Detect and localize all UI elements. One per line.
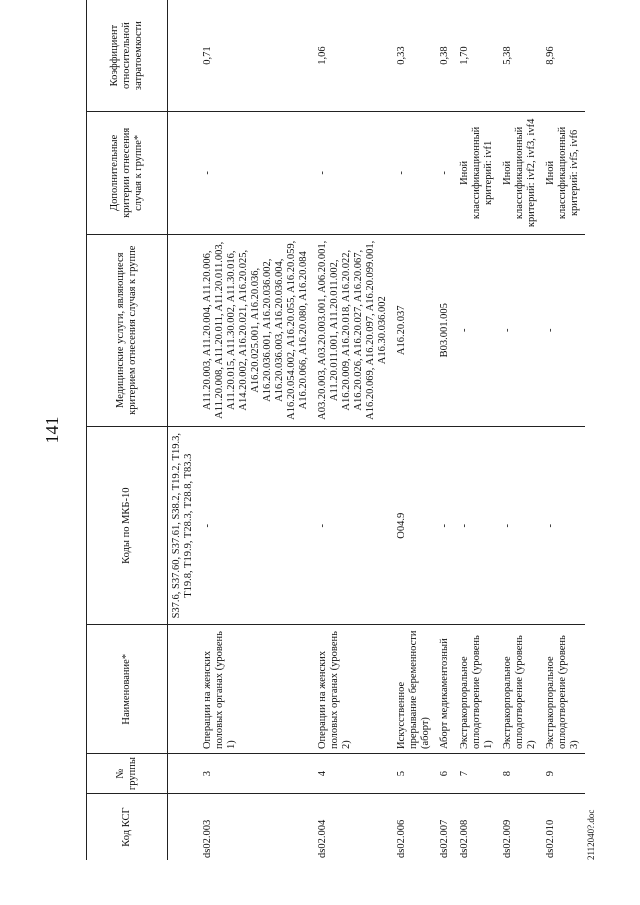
cell-services [168, 234, 200, 426]
cell-group-number [168, 754, 200, 794]
header-mkb-codes: Коды по МКБ-10 [87, 426, 168, 625]
cell-name: Экстракорпоральное оплодотворение (уровень 3) [542, 625, 585, 754]
page-number: 141 [42, 416, 62, 444]
header-additional-criteria: Дополнительные критерии отнесения случая к группе* [87, 112, 168, 234]
cell-mkb-codes: S37.6, S37.60, S37.61, S38.2, T19.2, T19.3, T19.8, T19.9, T28.3, T28.8, T83.3 [168, 426, 200, 625]
cell-additional-criteria: Иной классификационный критерий: ivf1 [456, 112, 499, 234]
cell-group-number: 5 [393, 754, 436, 794]
cell-mkb-codes: - [542, 426, 585, 625]
cell-mkb-codes: - [499, 426, 542, 625]
cell-services: A16.20.037 [393, 234, 436, 426]
table-row [393, 0, 436, 860]
footer-filename: 2112040?.doc [586, 809, 596, 860]
cell-coefficient: 8,96 [542, 0, 585, 112]
cell-services: A11.20.003, A11.20.004, A11.20.006, A11.20.008, A11.20.011, A11.20.011.003, A11.20.015, A11.30.002, A11.30.016, A14.20.002, A16.20.021, A16.20.025, A16.20.025.001, A16.20.036, A16.20.036.001, A16.20.036.002, A16.20.036.003, A16.20.036.004, A16.20.054.002, A16.20.055, A16.20.059, A16.20.066, A16.20.080, A16.20.084 [199, 234, 314, 426]
cell-coefficient: 1,70 [456, 0, 499, 112]
cell-services: A03.20.003, A03.20.003.001, A06.20.001, A11.20.011.001, A11.20.011.002, A16.20.009, A16.20.018, A16.20.022, A16.20.026, A16.20.027, A16.20.067, A16.20.069, A16.20.097, A16.20.099.001, A16.30.036.002 [314, 234, 393, 426]
cell-group-number: 6 [436, 754, 456, 794]
cell-services: - [499, 234, 542, 426]
cell-coefficient: 5,38 [499, 0, 542, 112]
table-row [456, 0, 499, 860]
cell-code: ds02.003 [202, 819, 213, 858]
cell-mkb-codes: - [456, 426, 499, 625]
cell-additional-criteria: - [393, 112, 436, 234]
cell-name [168, 625, 200, 754]
cell-name: Операции на женских половых органах (уровень 1) [199, 625, 314, 754]
cell-code: ds02.004 [317, 819, 328, 858]
cell-additional-criteria: Иной классификационный критерий: ivf2, ivf3, ivf4 [499, 112, 542, 234]
cell-name: Экстракорпоральное оплодотворение (уровень 1) [456, 625, 499, 754]
cell-group-number: 4 [314, 754, 393, 794]
cell-coefficient: 1,06 [314, 0, 393, 112]
cell-code: ds02.007 [439, 819, 450, 858]
cell-code [168, 794, 200, 860]
table-body [168, 0, 586, 860]
table-row [199, 0, 314, 860]
cell-group-number: 7 [456, 754, 499, 794]
cell-group-number: 9 [542, 754, 585, 794]
cell-code: ds02.008 [459, 819, 470, 858]
cell-mkb-codes: O04.9 [393, 426, 436, 625]
cell-services: B03.001.005 [436, 234, 456, 426]
table-row [499, 0, 542, 860]
cell-additional-criteria [168, 112, 200, 234]
cell-additional-criteria: - [314, 112, 393, 234]
ksg-table-container [86, 0, 585, 860]
table-row [436, 0, 456, 860]
cell-mkb-codes: - [199, 426, 314, 625]
cell-group-number: 8 [499, 754, 542, 794]
cell-name: Экстракорпоральное оплодотворение (уровень 2) [499, 625, 542, 754]
cell-additional-criteria: - [436, 112, 456, 234]
cell-services: - [542, 234, 585, 426]
cell-coefficient: 0,71 [199, 0, 314, 112]
header-coefficient: Коэффициент относительной затратоемкости [87, 0, 168, 112]
cell-coefficient: 0,38 [436, 0, 456, 112]
cell-code: ds02.010 [545, 819, 556, 858]
table-header [87, 0, 168, 860]
cell-group-number: 3 [199, 754, 314, 794]
header-code: Код КСГ [87, 794, 168, 860]
table-row [542, 0, 585, 860]
cell-name: Операции на женских половых органах (уровень 2) [314, 625, 393, 754]
header-name: Наименование* [87, 625, 168, 754]
cell-additional-criteria: Иной классификационный критерий: ivf5, ivf6 [542, 112, 585, 234]
cell-services: - [456, 234, 499, 426]
cell-name: Искусственное прерывание беременности (аборт) [393, 625, 436, 754]
cell-code: ds02.006 [396, 819, 407, 858]
cell-coefficient: 0,33 [393, 0, 436, 112]
header-services: Медицинские услуги, являющиеся критерием отнесения случая к группе [87, 234, 168, 426]
cell-coefficient [168, 0, 200, 112]
cell-additional-criteria: - [199, 112, 314, 234]
cell-code: ds02.009 [502, 819, 513, 858]
table-row [314, 0, 393, 860]
cell-name: Аборт медикаментозный [436, 625, 456, 754]
cell-mkb-codes: - [314, 426, 393, 625]
header-group-number: № группы [87, 754, 168, 794]
header-row [87, 0, 168, 860]
rotated-document-page [40, 0, 600, 860]
table-row [168, 0, 200, 860]
cell-mkb-codes: - [436, 426, 456, 625]
ksg-table [86, 0, 585, 860]
